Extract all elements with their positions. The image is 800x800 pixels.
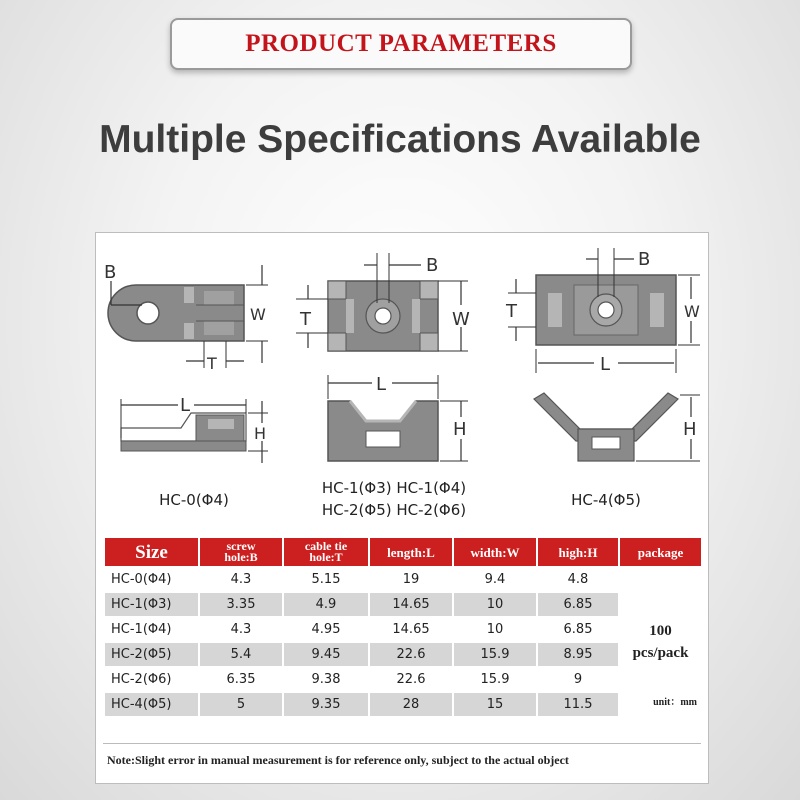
table-row	[104, 617, 702, 642]
cell-t: 4.9	[283, 592, 369, 617]
hc12-label-h: H	[453, 419, 467, 440]
cell-h: 6.85	[537, 592, 619, 617]
hc4-label-w: W	[684, 302, 700, 321]
hc4-side-view	[534, 393, 700, 461]
cell-package: 100 pcs/pack unit：mm	[619, 567, 702, 717]
cell-size: HC-2(Φ6)	[104, 667, 199, 692]
hc0-side-view	[121, 399, 268, 463]
hc0-label-w: W	[250, 305, 266, 324]
cell-b: 4.3	[199, 567, 283, 592]
cell-h: 9	[537, 667, 619, 692]
hc12-top-view	[296, 253, 468, 351]
hc12-label-t: T	[300, 309, 311, 330]
hc0-label-h: H	[254, 424, 267, 443]
table-row	[104, 592, 702, 617]
table-row	[104, 567, 702, 592]
cell-b: 5	[199, 692, 283, 717]
cell-h: 4.8	[537, 567, 619, 592]
page-headline: Multiple Specifications Available	[99, 118, 701, 161]
cell-t: 9.38	[283, 667, 369, 692]
cell-size: HC-1(Φ4)	[104, 617, 199, 642]
hc4-label-t: T	[506, 301, 517, 322]
cell-t: 4.95	[283, 617, 369, 642]
cell-l: 14.65	[369, 592, 453, 617]
cell-size: HC-4(Φ5)	[104, 692, 199, 717]
cell-b: 3.35	[199, 592, 283, 617]
hc0-caption: HC-0(Φ4)	[159, 491, 229, 509]
measurement-note: Note:Slight error in manual measurement is for reference only, subject to the actual object	[103, 743, 701, 777]
cell-size: HC-0(Φ4)	[104, 567, 199, 592]
table-row	[104, 692, 702, 717]
header-length: length:L	[369, 537, 453, 567]
cell-t: 5.15	[283, 567, 369, 592]
hc12-caption: HC-1(Φ3) HC-1(Φ4) HC-2(Φ5) HC-2(Φ6)	[321, 479, 467, 519]
hc12-side-view	[328, 375, 468, 461]
cell-b: 6.35	[199, 667, 283, 692]
cell-t: 9.45	[283, 642, 369, 667]
title-banner	[170, 18, 632, 70]
banner-title: PRODUCT PARAMETERS	[245, 30, 557, 57]
cell-h: 8.95	[537, 642, 619, 667]
cell-w: 15	[453, 692, 537, 717]
header-cable-tie-hole: cable tie hole:T	[283, 537, 369, 567]
cell-l: 28	[369, 692, 453, 717]
hc12-label-b: B	[426, 255, 439, 276]
header-package: package	[619, 537, 702, 567]
cell-t: 9.35	[283, 692, 369, 717]
cell-l: 22.6	[369, 642, 453, 667]
cell-b: 5.4	[199, 642, 283, 667]
cell-w: 9.4	[453, 567, 537, 592]
cell-h: 11.5	[537, 692, 619, 717]
table-row	[104, 642, 702, 667]
table-header-row	[104, 537, 702, 567]
hc4-label-l: L	[600, 354, 611, 375]
cell-l: 22.6	[369, 667, 453, 692]
hc0-label-t: T	[207, 354, 217, 373]
diagram-area	[96, 233, 710, 533]
hc4-label-h: H	[683, 419, 697, 440]
cell-h: 6.85	[537, 617, 619, 642]
hc4-caption: HC-4(Φ5)	[571, 491, 641, 509]
hc12-label-l: L	[376, 374, 387, 395]
hc12-label-w: W	[452, 309, 470, 330]
cell-w: 15.9	[453, 642, 537, 667]
cell-b: 4.3	[199, 617, 283, 642]
hc0-label-l: L	[180, 395, 191, 416]
cell-size: HC-2(Φ5)	[104, 642, 199, 667]
cell-w: 10	[453, 617, 537, 642]
cell-l: 14.65	[369, 617, 453, 642]
cell-w: 15.9	[453, 667, 537, 692]
cell-size: HC-1(Φ3)	[104, 592, 199, 617]
header-width: width:W	[453, 537, 537, 567]
hc4-label-b: B	[638, 249, 651, 270]
header-high: high:H	[537, 537, 619, 567]
hc0-label-b: B	[104, 262, 117, 283]
unit-label: unit：mm	[653, 697, 697, 708]
table-row	[104, 667, 702, 692]
header-size: Size	[104, 537, 199, 567]
header-screw-hole: screw hole:B	[199, 537, 283, 567]
cell-l: 19	[369, 567, 453, 592]
spec-table	[103, 536, 703, 718]
cell-w: 10	[453, 592, 537, 617]
spec-card	[95, 232, 709, 784]
hc0-top-view	[108, 265, 268, 368]
